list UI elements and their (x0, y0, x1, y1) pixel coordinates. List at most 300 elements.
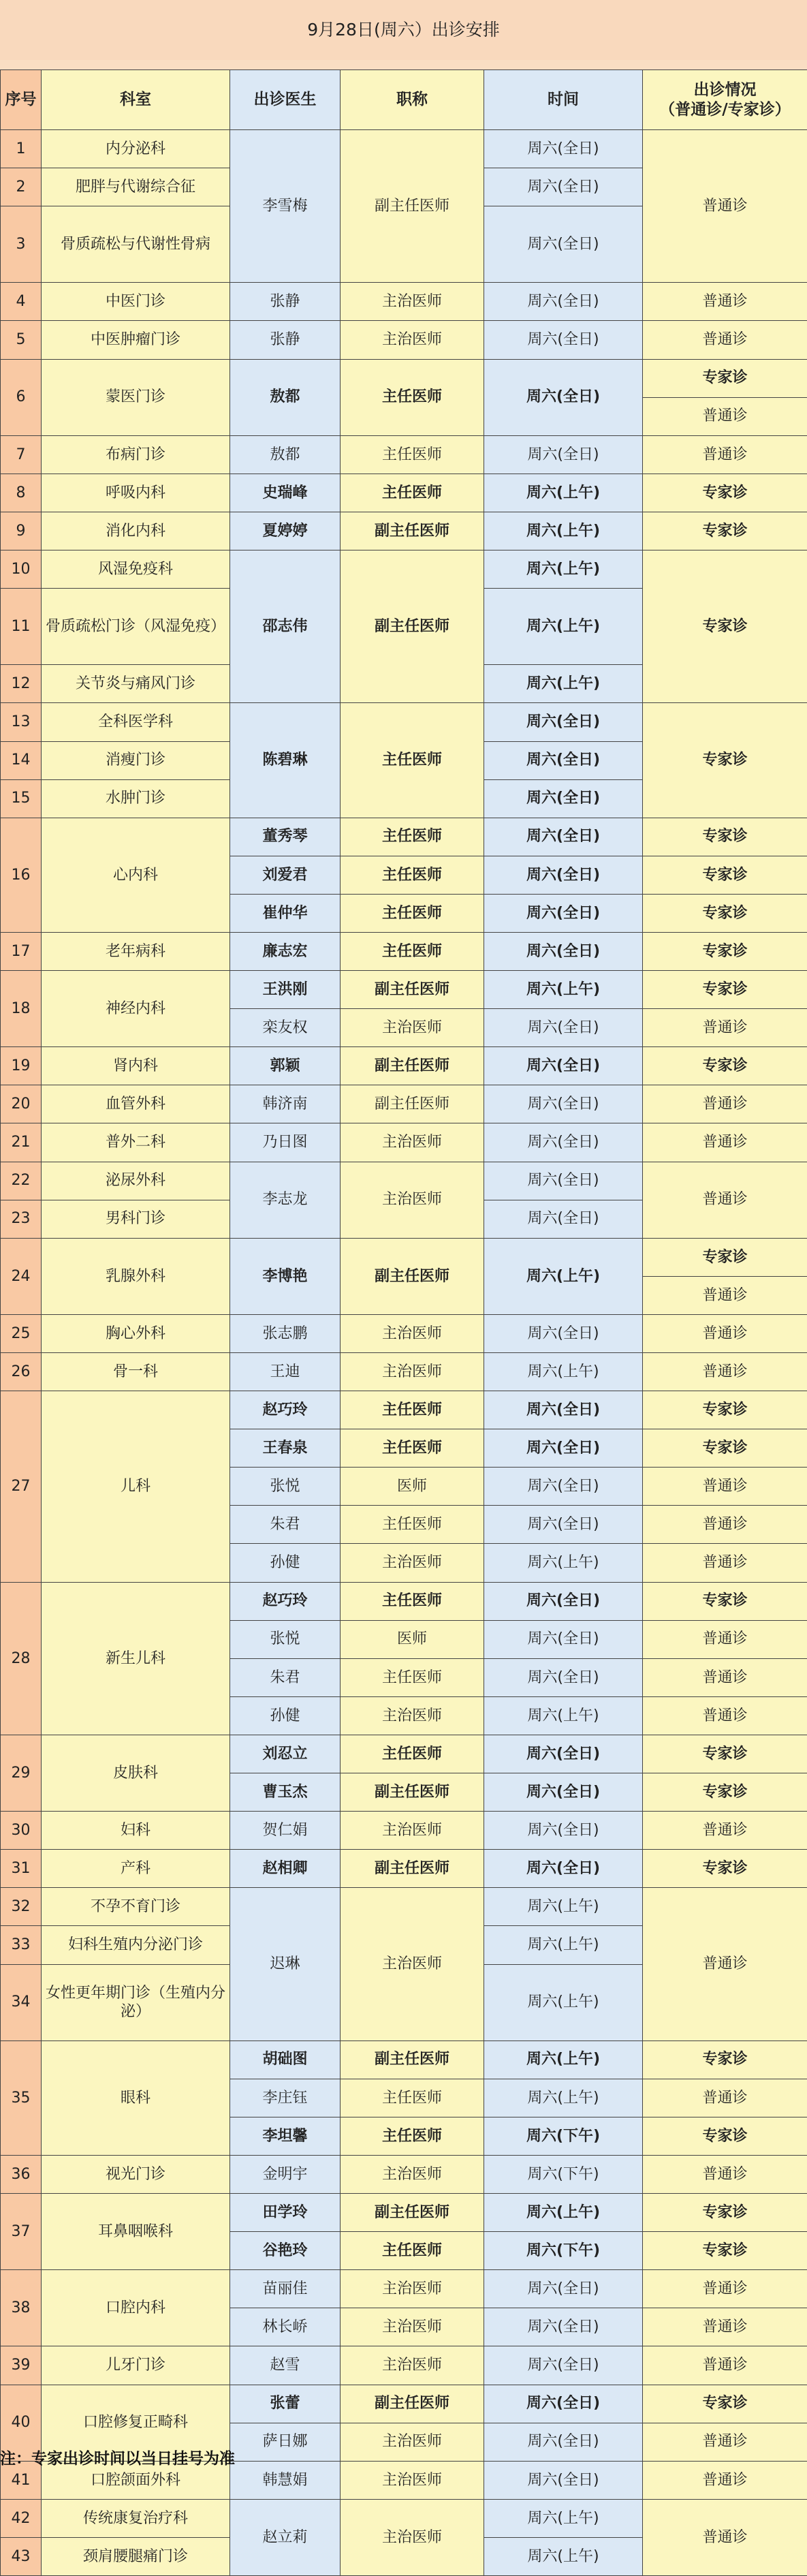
doctor-cell: 廉志宏 (230, 932, 341, 970)
seq-cell: 1 (1, 130, 42, 168)
seq-cell: 38 (1, 2270, 42, 2346)
department-cell: 消化内科 (42, 512, 230, 550)
clinic-type-cell: 普通诊 (643, 2499, 807, 2575)
clinic-type-cell: 专家诊 (643, 512, 807, 550)
department-cell: 普外二科 (42, 1123, 230, 1162)
department-cell: 肾内科 (42, 1047, 230, 1085)
title-cell: 副主任医师 (341, 550, 484, 703)
doctor-cell: 王洪刚 (230, 971, 341, 1009)
department-cell: 口腔颌面外科 (42, 2461, 230, 2499)
title-cell: 主治医师 (341, 283, 484, 321)
seq-cell: 33 (1, 1926, 42, 1964)
doctor-cell: 王迪 (230, 1353, 341, 1391)
clinic-type-cell: 普通诊 (643, 2461, 807, 2499)
department-cell: 风湿免疫科 (42, 550, 230, 589)
clinic-type-cell: 专家诊 (643, 2385, 807, 2423)
seq-cell: 31 (1, 1850, 42, 1888)
time-cell: 周六(全日) (484, 1009, 643, 1047)
department-cell: 视光门诊 (42, 2155, 230, 2193)
time-cell: 周六(上午) (484, 2537, 643, 2575)
clinic-type-cell: 专家诊 (643, 550, 807, 703)
seq-cell: 16 (1, 818, 42, 932)
time-cell: 周六(全日) (484, 1123, 643, 1162)
doctor-cell: 韩慧娟 (230, 2461, 341, 2499)
title-cell: 主任医师 (341, 894, 484, 932)
time-cell: 周六(全日) (484, 1658, 643, 1696)
table-row (1, 971, 807, 1009)
table-row (1, 2194, 807, 2232)
seq-cell: 8 (1, 474, 42, 512)
doctor-cell: 张静 (230, 283, 341, 321)
time-cell: 周六(下午) (484, 2232, 643, 2270)
doctor-cell: 胡础图 (230, 2040, 341, 2079)
clinic-type-cell: 普通诊 (643, 397, 807, 435)
department-cell: 儿牙门诊 (42, 2346, 230, 2385)
doctor-cell: 张志鹏 (230, 1314, 341, 1352)
time-cell: 周六(上午) (484, 2499, 643, 2537)
title-cell: 副主任医师 (341, 2040, 484, 2079)
seq-cell: 35 (1, 2040, 42, 2155)
clinic-type-cell: 专家诊 (643, 1735, 807, 1773)
doctor-cell: 谷艳玲 (230, 2232, 341, 2270)
doctor-cell: 田学玲 (230, 2194, 341, 2232)
title-cell: 主治医师 (341, 321, 484, 359)
table-row (1, 1314, 807, 1352)
time-cell: 周六(全日) (484, 1162, 643, 1200)
clinic-type-cell: 普通诊 (643, 1276, 807, 1314)
title-cell: 主任医师 (341, 1391, 484, 1429)
table-row (1, 1391, 807, 1429)
table-row (1, 359, 807, 397)
clinic-type-cell: 专家诊 (643, 1582, 807, 1620)
time-cell: 周六(上午) (484, 1964, 643, 2040)
doctor-cell: 李雪梅 (230, 130, 341, 283)
time-cell: 周六(全日) (484, 856, 643, 894)
department-cell: 血管外科 (42, 1085, 230, 1123)
seq-cell: 9 (1, 512, 42, 550)
table-body (1, 130, 807, 2576)
title-cell: 主治医师 (341, 2308, 484, 2346)
seq-cell: 34 (1, 1964, 42, 2040)
seq-cell: 43 (1, 2537, 42, 2575)
department-cell: 关节炎与痛风门诊 (42, 665, 230, 703)
clinic-type-cell: 普通诊 (643, 2308, 807, 2346)
table-row (1, 703, 807, 741)
table-row (1, 283, 807, 321)
title-cell: 主任医师 (341, 1429, 484, 1468)
time-cell: 周六(上午) (484, 2079, 643, 2117)
clinic-type-cell: 专家诊 (643, 1429, 807, 1468)
department-cell: 儿科 (42, 1391, 230, 1582)
clinic-type-cell: 普通诊 (643, 1162, 807, 1238)
table-row (1, 1162, 807, 1200)
doctor-cell: 韩济南 (230, 1085, 341, 1123)
doctor-cell: 金明宇 (230, 2155, 341, 2193)
table-row (1, 435, 807, 474)
time-cell: 周六(上午) (484, 1353, 643, 1391)
title-cell: 医师 (341, 1620, 484, 1658)
clinic-type-cell: 专家诊 (643, 1850, 807, 1888)
clinic-type-cell: 普通诊 (643, 435, 807, 474)
title-cell: 主任医师 (341, 1506, 484, 1544)
seq-cell: 40 (1, 2385, 42, 2461)
table-row (1, 1123, 807, 1162)
title-cell: 主任医师 (341, 818, 484, 856)
time-cell: 周六(全日) (484, 2385, 643, 2423)
department-cell: 消瘦门诊 (42, 741, 230, 779)
time-cell: 周六(上午) (484, 1696, 643, 1735)
time-cell: 周六(上午) (484, 665, 643, 703)
clinic-type-cell: 专家诊 (643, 1238, 807, 1276)
seq-cell: 26 (1, 1353, 42, 1391)
title-cell: 副主任医师 (341, 1047, 484, 1085)
doctor-cell: 敖都 (230, 359, 341, 435)
clinic-type-cell: 普通诊 (643, 1506, 807, 1544)
time-cell: 周六(全日) (484, 1735, 643, 1773)
time-cell: 周六(全日) (484, 1391, 643, 1429)
doctor-cell: 李庄钰 (230, 2079, 341, 2117)
time-cell: 周六(全日) (484, 206, 643, 283)
time-cell: 周六(全日) (484, 932, 643, 970)
doctor-cell: 贺仁娟 (230, 1812, 341, 1850)
time-cell: 周六(全日) (484, 703, 643, 741)
doctor-cell: 苗丽佳 (230, 2270, 341, 2308)
footnote: 注：专家出诊时间以当日挂号为准 (0, 2447, 807, 2470)
time-cell: 周六(上午) (484, 589, 643, 665)
table-row (1, 1582, 807, 1620)
table-row (1, 2040, 807, 2079)
time-cell: 周六(上午) (484, 971, 643, 1009)
clinic-type-cell: 普通诊 (643, 1085, 807, 1123)
clinic-type-cell: 专家诊 (643, 1773, 807, 1812)
seq-cell: 24 (1, 1238, 42, 1314)
time-cell: 周六(全日) (484, 1047, 643, 1085)
time-cell: 周六(全日) (484, 894, 643, 932)
department-cell: 内分泌科 (42, 130, 230, 168)
doctor-cell: 孙健 (230, 1696, 341, 1735)
time-cell: 周六(上午) (484, 2194, 643, 2232)
title-cell: 主治医师 (341, 1353, 484, 1391)
title-cell: 副主任医师 (341, 1850, 484, 1888)
time-cell: 周六(全日) (484, 2346, 643, 2385)
department-cell: 口腔内科 (42, 2270, 230, 2346)
time-cell: 周六(上午) (484, 1238, 643, 1314)
clinic-type-cell: 专家诊 (643, 2117, 807, 2155)
doctor-cell: 李志龙 (230, 1162, 341, 1238)
title-cell: 主治医师 (341, 1544, 484, 1582)
doctor-cell: 张蕾 (230, 2385, 341, 2423)
doctor-cell: 李博艳 (230, 1238, 341, 1314)
time-cell: 周六(全日) (484, 1200, 643, 1238)
clinic-type-cell: 普通诊 (643, 2423, 807, 2461)
clinic-type-cell: 专家诊 (643, 971, 807, 1009)
seq-cell: 36 (1, 2155, 42, 2193)
seq-cell: 18 (1, 971, 42, 1047)
time-cell: 周六(全日) (484, 2270, 643, 2308)
page-title: 9月28日(周六）出诊安排 (0, 0, 807, 60)
seq-cell: 5 (1, 321, 42, 359)
doctor-cell: 乃日图 (230, 1123, 341, 1162)
seq-cell: 25 (1, 1314, 42, 1352)
table-row (1, 2385, 807, 2423)
title-cell: 主任医师 (341, 932, 484, 970)
time-cell: 周六(下午) (484, 2117, 643, 2155)
time-cell: 周六(全日) (484, 1582, 643, 1620)
department-cell: 新生儿科 (42, 1582, 230, 1735)
title-cell: 主任医师 (341, 1582, 484, 1620)
department-cell: 全科医学科 (42, 703, 230, 741)
department-cell: 皮肤科 (42, 1735, 230, 1811)
title-cell: 主治医师 (341, 2423, 484, 2461)
table-row (1, 1812, 807, 1850)
department-cell: 乳腺外科 (42, 1238, 230, 1314)
clinic-type-cell: 普通诊 (643, 1696, 807, 1735)
clinic-type-cell: 专家诊 (643, 1047, 807, 1085)
clinic-type-cell: 普通诊 (643, 1314, 807, 1352)
time-cell: 周六(全日) (484, 2423, 643, 2461)
department-cell: 蒙医门诊 (42, 359, 230, 435)
clinic-type-cell: 普通诊 (643, 130, 807, 283)
time-cell: 周六(全日) (484, 130, 643, 168)
table-row (1, 130, 807, 168)
doctor-cell: 刘爱君 (230, 856, 341, 894)
department-cell: 耳鼻咽喉科 (42, 2194, 230, 2270)
doctor-cell: 迟琳 (230, 1888, 341, 2040)
doctor-cell: 敖都 (230, 435, 341, 474)
clinic-type-cell: 专家诊 (643, 818, 807, 856)
doctor-cell: 陈碧琳 (230, 703, 341, 818)
doctor-cell: 董秀琴 (230, 818, 341, 856)
seq-cell: 30 (1, 1812, 42, 1850)
doctor-cell: 刘忍立 (230, 1735, 341, 1773)
doctor-cell: 孙健 (230, 1544, 341, 1582)
doctor-cell: 赵立莉 (230, 2499, 341, 2575)
clinic-type-cell: 普通诊 (643, 2346, 807, 2385)
header-clinic-type-cell: 出诊情况 （普通诊/专家诊） (643, 70, 807, 130)
title-cell: 主治医师 (341, 1162, 484, 1238)
seq-cell: 39 (1, 2346, 42, 2385)
department-cell: 布病门诊 (42, 435, 230, 474)
title-cell: 主治医师 (341, 2499, 484, 2575)
department-cell: 中医门诊 (42, 283, 230, 321)
clinic-type-cell: 普通诊 (643, 2270, 807, 2308)
clinic-type-cell: 普通诊 (643, 2079, 807, 2117)
clinic-type-cell: 专家诊 (643, 1391, 807, 1429)
title-cell: 主任医师 (341, 435, 484, 474)
doctor-cell: 张静 (230, 321, 341, 359)
seq-cell: 15 (1, 779, 42, 818)
title-cell: 副主任医师 (341, 971, 484, 1009)
doctor-cell: 林长峤 (230, 2308, 341, 2346)
doctor-cell: 郭颖 (230, 1047, 341, 1085)
title-cell: 主治医师 (341, 1314, 484, 1352)
header-row (1, 70, 807, 130)
table-row (1, 321, 807, 359)
department-cell: 骨质疏松门诊（风湿免疫） (42, 589, 230, 665)
time-cell: 周六(全日) (484, 2461, 643, 2499)
table-row (1, 474, 807, 512)
time-cell: 周六(全日) (484, 435, 643, 474)
clinic-type-cell: 普通诊 (643, 1812, 807, 1850)
time-cell: 周六(上午) (484, 1544, 643, 1582)
clinic-type-cell: 普通诊 (643, 283, 807, 321)
header-doctor-cell: 出诊医生 (230, 70, 341, 130)
department-cell: 传统康复治疗科 (42, 2499, 230, 2537)
clinic-type-cell: 普通诊 (643, 1544, 807, 1582)
seq-cell: 27 (1, 1391, 42, 1582)
title-cell: 主治医师 (341, 2346, 484, 2385)
department-cell: 女性更年期门诊（生殖内分泌） (42, 1964, 230, 2040)
clinic-type-cell: 专家诊 (643, 2040, 807, 2079)
department-cell: 中医肿瘤门诊 (42, 321, 230, 359)
seq-cell: 41 (1, 2461, 42, 2499)
clinic-type-cell: 普通诊 (643, 1353, 807, 1391)
table-row (1, 550, 807, 589)
time-cell: 周六(全日) (484, 1850, 643, 1888)
doctor-cell: 李坦馨 (230, 2117, 341, 2155)
title-cell: 主任医师 (341, 359, 484, 435)
table-row (1, 1353, 807, 1391)
table-row (1, 1047, 807, 1085)
table-row (1, 818, 807, 856)
department-cell: 妇科生殖内分泌门诊 (42, 1926, 230, 1964)
title-cell: 主任医师 (341, 2079, 484, 2117)
title-cell: 主治医师 (341, 1009, 484, 1047)
clinic-type-cell: 专家诊 (643, 2194, 807, 2232)
time-cell: 周六(全日) (484, 741, 643, 779)
department-cell: 胸心外科 (42, 1314, 230, 1352)
time-cell: 周六(全日) (484, 1620, 643, 1658)
seq-cell: 6 (1, 359, 42, 435)
department-cell: 口腔修复正畸科 (42, 2385, 230, 2461)
doctor-cell: 朱君 (230, 1506, 341, 1544)
time-cell: 周六(上午) (484, 474, 643, 512)
table-row (1, 932, 807, 970)
header-seq-cell: 序号 (1, 70, 42, 130)
seq-cell: 4 (1, 283, 42, 321)
clinic-type-cell: 普通诊 (643, 321, 807, 359)
doctor-cell: 栾友权 (230, 1009, 341, 1047)
clinic-type-cell: 专家诊 (643, 703, 807, 818)
schedule-table (0, 69, 807, 2576)
seq-cell: 19 (1, 1047, 42, 1085)
time-cell: 周六(全日) (484, 283, 643, 321)
table-row (1, 2499, 807, 2537)
title-cell: 主治医师 (341, 1888, 484, 2040)
department-cell: 妇科 (42, 1812, 230, 1850)
title-cell: 主任医师 (341, 474, 484, 512)
seq-cell: 12 (1, 665, 42, 703)
header-title-cell: 职称 (341, 70, 484, 130)
doctor-cell: 赵巧玲 (230, 1391, 341, 1429)
seq-cell: 32 (1, 1888, 42, 1926)
title-cell: 主任医师 (341, 1658, 484, 1696)
doctor-cell: 张悦 (230, 1620, 341, 1658)
seq-cell: 17 (1, 932, 42, 970)
doctor-cell: 萨日娜 (230, 2423, 341, 2461)
department-cell: 神经内科 (42, 971, 230, 1047)
title-cell: 医师 (341, 1468, 484, 1506)
department-cell: 不孕不育门诊 (42, 1888, 230, 1926)
table-row (1, 1735, 807, 1773)
seq-cell: 22 (1, 1162, 42, 1200)
title-cell: 主治医师 (341, 1123, 484, 1162)
clinic-type-cell: 专家诊 (643, 359, 807, 397)
time-cell: 周六(全日) (484, 1506, 643, 1544)
time-cell: 周六(全日) (484, 779, 643, 818)
title-cell: 主任医师 (341, 856, 484, 894)
seq-cell: 7 (1, 435, 42, 474)
time-cell: 周六(全日) (484, 1085, 643, 1123)
department-cell: 水肿门诊 (42, 779, 230, 818)
seq-cell: 3 (1, 206, 42, 283)
department-cell: 产科 (42, 1850, 230, 1888)
department-cell: 颈肩腰腿痛门诊 (42, 2537, 230, 2575)
time-cell: 周六(全日) (484, 1314, 643, 1352)
time-cell: 周六(上午) (484, 2040, 643, 2079)
header-department-cell: 科室 (42, 70, 230, 130)
department-cell: 肥胖与代谢综合征 (42, 168, 230, 206)
title-cell: 主治医师 (341, 1696, 484, 1735)
clinic-type-cell: 普通诊 (643, 1009, 807, 1047)
time-cell: 周六(全日) (484, 818, 643, 856)
doctor-cell: 王春泉 (230, 1429, 341, 1468)
time-cell: 周六(全日) (484, 1773, 643, 1812)
title-cell: 主治医师 (341, 2461, 484, 2499)
seq-cell: 10 (1, 550, 42, 589)
clinic-type-cell: 专家诊 (643, 474, 807, 512)
seq-cell: 42 (1, 2499, 42, 2537)
department-cell: 骨质疏松与代谢性骨病 (42, 206, 230, 283)
seq-cell: 28 (1, 1582, 42, 1735)
time-cell: 周六(全日) (484, 2308, 643, 2346)
table-row (1, 1085, 807, 1123)
title-cell: 主治医师 (341, 2155, 484, 2193)
doctor-cell: 朱君 (230, 1658, 341, 1696)
time-cell: 周六(全日) (484, 321, 643, 359)
title-cell: 主任医师 (341, 2232, 484, 2270)
clinic-type-cell: 普通诊 (643, 1888, 807, 2040)
time-cell: 周六(下午) (484, 2155, 643, 2193)
clinic-type-cell: 专家诊 (643, 894, 807, 932)
seq-cell: 2 (1, 168, 42, 206)
seq-cell: 21 (1, 1123, 42, 1162)
table-row (1, 512, 807, 550)
department-cell: 泌尿外科 (42, 1162, 230, 1200)
time-cell: 周六(全日) (484, 1468, 643, 1506)
clinic-type-cell: 普通诊 (643, 1123, 807, 1162)
title-cell: 主任医师 (341, 703, 484, 818)
doctor-cell: 崔仲华 (230, 894, 341, 932)
time-cell: 周六(全日) (484, 1429, 643, 1468)
title-cell: 副主任医师 (341, 512, 484, 550)
title-cell: 主治医师 (341, 1812, 484, 1850)
doctor-cell: 赵雪 (230, 2346, 341, 2385)
doctor-cell: 赵巧玲 (230, 1582, 341, 1620)
department-cell: 呼吸内科 (42, 474, 230, 512)
department-cell: 骨一科 (42, 1353, 230, 1391)
table-row (1, 1238, 807, 1276)
clinic-type-cell: 普通诊 (643, 1468, 807, 1506)
time-cell: 周六(上午) (484, 1926, 643, 1964)
clinic-type-cell: 普通诊 (643, 1658, 807, 1696)
seq-cell: 14 (1, 741, 42, 779)
header-time-cell: 时间 (484, 70, 643, 130)
clinic-type-cell: 专家诊 (643, 2232, 807, 2270)
time-cell: 周六(上午) (484, 550, 643, 589)
seq-cell: 13 (1, 703, 42, 741)
doctor-cell: 夏婷婷 (230, 512, 341, 550)
